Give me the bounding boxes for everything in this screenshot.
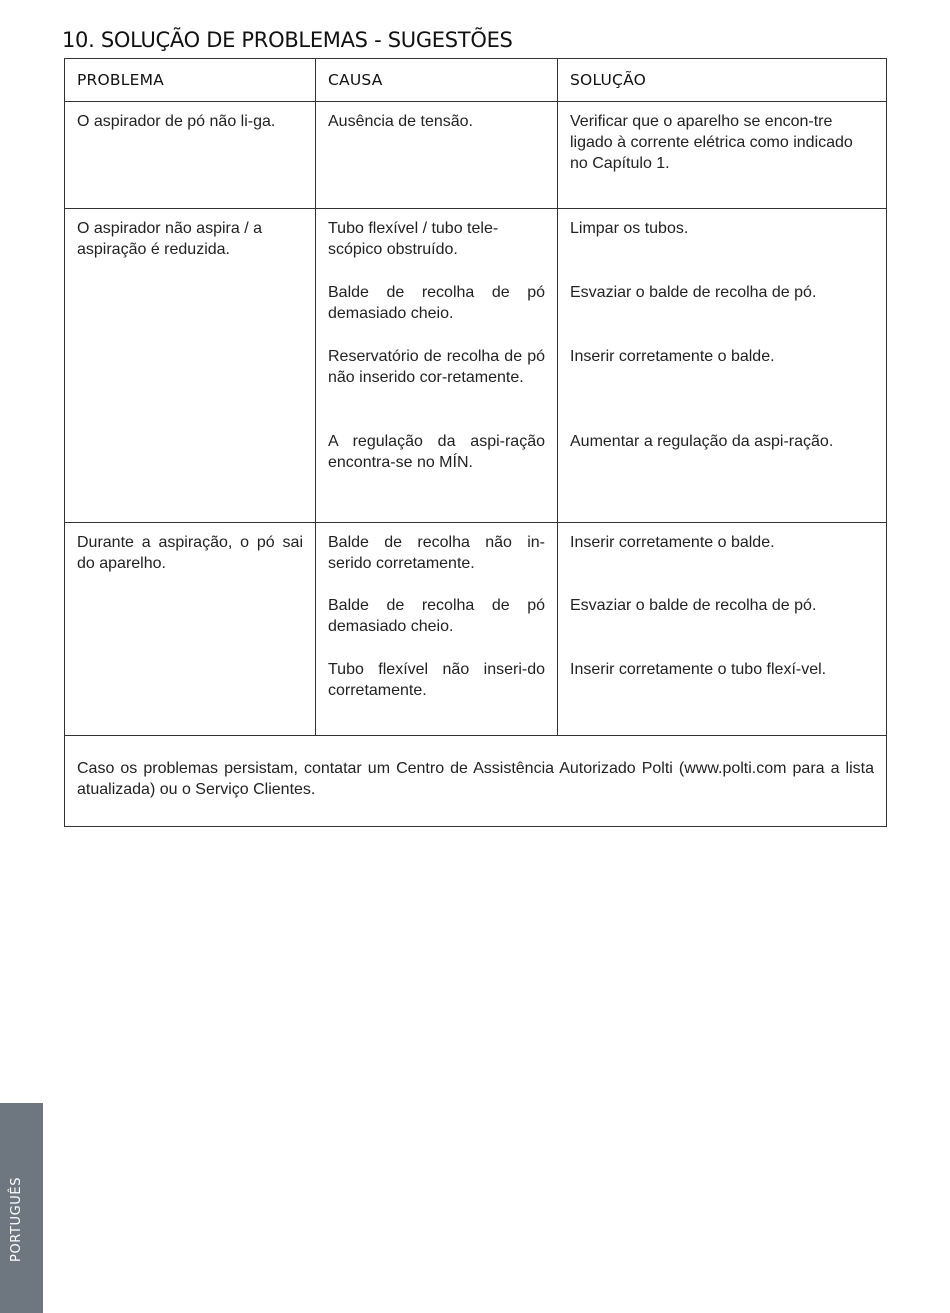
table-footer-row	[65, 736, 887, 827]
header-problem: PROBLEMA	[65, 59, 316, 102]
table-row	[65, 523, 887, 736]
footer-note: Caso os problemas persistam, contatar um Centro de Assistência Autorizado Polti (www.polti.com para a lista atualizada) ou o Serviço Clientes.	[77, 760, 874, 798]
solution-text: Inserir corretamente o balde.	[570, 348, 775, 365]
solution-text: Esvaziar o balde de recolha de pó.	[570, 597, 817, 614]
solution-text: Limpar os tubos.	[570, 220, 689, 237]
solution-cell	[558, 523, 887, 736]
cause-text: Ausência de tensão.	[328, 113, 473, 130]
problem-text: Durante a aspiração, o pó sai do aparelho.	[77, 534, 303, 572]
solution-text: Inserir corretamente o balde.	[570, 534, 775, 551]
header-cause: CAUSA	[316, 59, 558, 102]
solution-text: Inserir corretamente o tubo flexí-vel.	[570, 661, 827, 678]
cause-text: Tubo flexível / tubo tele-scópico obstruído.	[328, 220, 499, 258]
cause-cell	[316, 102, 558, 209]
solution-text: Verificar que o aparelho se encon-tre ligado à corrente elétrica como indicado no Capítulo 1.	[570, 113, 853, 172]
language-label: PORTUGUÊS	[9, 1176, 24, 1262]
cause-cell	[316, 209, 558, 523]
solution-cell	[558, 209, 887, 523]
table-row	[65, 102, 887, 209]
problem-cell	[65, 102, 316, 209]
cause-text: Reservatório de recolha de pó não inserido cor-retamente.	[328, 348, 545, 386]
solution-text: Esvaziar o balde de recolha de pó.	[570, 284, 817, 301]
problem-text: O aspirador não aspira / a aspiração é reduzida.	[77, 220, 262, 258]
page-title: 10. SOLUÇÃO DE PROBLEMAS - SUGESTÕES	[62, 28, 513, 52]
problem-cell	[65, 209, 316, 523]
cause-text: Balde de recolha de pó demasiado cheio.	[328, 597, 545, 635]
footer-cell	[65, 736, 887, 827]
problem-cell	[65, 523, 316, 736]
problem-text: O aspirador de pó não li-ga.	[77, 113, 276, 130]
cause-cell	[316, 523, 558, 736]
cause-text: Balde de recolha de pó demasiado cheio.	[328, 284, 545, 322]
solution-text: Aumentar a regulação da aspi-ração.	[570, 433, 834, 450]
table-header-row	[65, 59, 887, 102]
header-solution: SOLUÇÃO	[558, 59, 887, 102]
cause-text: Balde de recolha não in-serido corretamente.	[328, 534, 545, 572]
table-row	[65, 209, 887, 523]
solution-cell	[558, 102, 887, 209]
troubleshooting-table	[64, 58, 887, 827]
cause-text: A regulação da aspi-ração encontra-se no MÍN.	[328, 433, 545, 471]
cause-text: Tubo flexível não inseri-do corretamente.	[328, 661, 545, 699]
